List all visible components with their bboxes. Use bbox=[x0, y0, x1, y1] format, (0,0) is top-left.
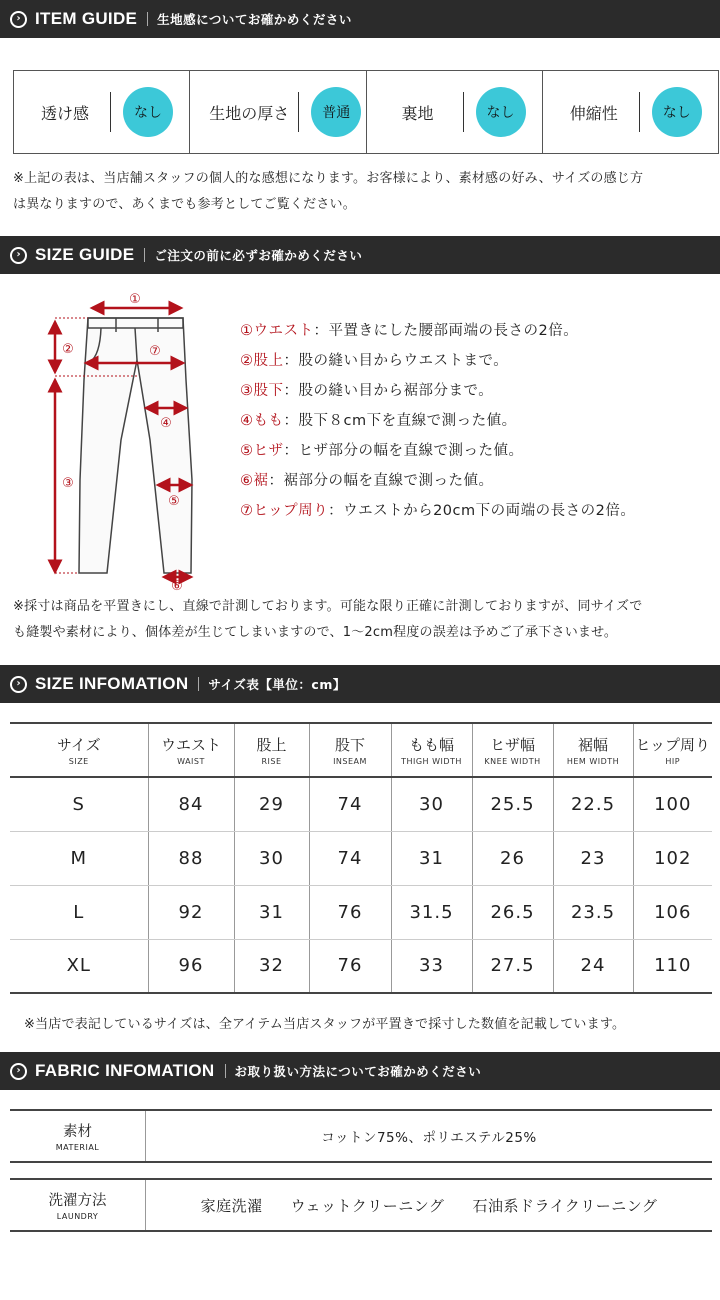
diagram-label-hem: ⑥ bbox=[171, 579, 183, 594]
diagram-label-inseam: ③ bbox=[62, 476, 74, 491]
laundry-item: 家庭洗濯 bbox=[200, 1196, 263, 1215]
diagram-label-waist: ① bbox=[129, 292, 141, 307]
note-line: も縫製や素材により、個体差が生じてしまいますので、1〜2cm程度の誤差は予めご了承下さいませ。 bbox=[13, 625, 618, 640]
term: ①ウエスト bbox=[240, 323, 314, 339]
table-row: S 84 29 74 30 25.5 22.5 100 bbox=[10, 777, 712, 831]
diagram-label-knee: ⑤ bbox=[168, 494, 180, 509]
header-cell: ウエスト WAIST bbox=[148, 723, 234, 777]
guide-badge: なし bbox=[123, 87, 173, 137]
divider bbox=[463, 92, 464, 132]
list-item bbox=[240, 346, 635, 376]
desc: ：裾部分の幅を直線で測った値。 bbox=[268, 473, 494, 489]
laundry-values bbox=[146, 1180, 712, 1230]
diagram-label-hip: ⑦ bbox=[149, 344, 161, 359]
divider bbox=[298, 92, 299, 132]
size-info-title: SIZE INFOMATION bbox=[35, 674, 189, 693]
header-cell: もも幅 THIGH WIDTH bbox=[391, 723, 472, 777]
divider bbox=[225, 1064, 226, 1078]
size-guide-list bbox=[240, 316, 635, 526]
table-header-row bbox=[10, 723, 712, 777]
item-guide-title: ITEM GUIDE bbox=[35, 9, 138, 28]
divider bbox=[144, 248, 145, 262]
header-cell: 股上 RISE bbox=[234, 723, 309, 777]
pants-diagram bbox=[0, 280, 235, 600]
laundry-header: 洗濯方法 LAUNDRY bbox=[10, 1180, 146, 1230]
item-guide-header bbox=[0, 0, 720, 38]
header-cell: 股下 INSEAM bbox=[309, 723, 391, 777]
guide-label: 伸縮性 bbox=[569, 103, 618, 123]
size-guide-subtitle: ご注文の前に必ずお確かめください bbox=[154, 248, 363, 263]
desc: ：股下８cm下を直線で測った値。 bbox=[283, 413, 517, 429]
divider bbox=[198, 677, 199, 691]
fabric-info-subtitle: お取り扱い方法についてお確かめください bbox=[234, 1064, 482, 1079]
chevron-right-icon: › bbox=[10, 676, 27, 693]
list-item bbox=[240, 376, 635, 406]
term: ③股下 bbox=[240, 383, 284, 399]
size-info-header bbox=[0, 665, 720, 703]
chevron-right-icon: › bbox=[10, 11, 27, 28]
fabric-info-title: FABRIC INFOMATION bbox=[35, 1061, 215, 1080]
term: ④もも bbox=[240, 413, 284, 429]
header-cell: 裾幅 HEM WIDTH bbox=[553, 723, 633, 777]
guide-label: 透け感 bbox=[40, 103, 89, 123]
table-row: M 88 30 74 31 26 23 102 bbox=[10, 831, 712, 885]
pants-outline bbox=[79, 318, 192, 573]
table-row: L 92 31 76 31.5 26.5 23.5 106 bbox=[10, 885, 712, 939]
diagram-label-rise: ② bbox=[62, 342, 74, 357]
list-item bbox=[240, 466, 635, 496]
diagram-label-thigh: ④ bbox=[160, 416, 172, 431]
guide-cell-stretch bbox=[543, 71, 718, 153]
guide-cell-lining bbox=[367, 71, 543, 153]
size-info-subtitle: サイズ表【単位：cm】 bbox=[208, 677, 346, 692]
term: ⑦ヒップ周り bbox=[240, 503, 329, 519]
note-line: ※採寸は商品を平置きにし、直線で計測しております。可能な限り正確に計測しておりますが、同サイズで bbox=[13, 599, 643, 614]
item-guide-subtitle: 生地感についてお確かめください bbox=[157, 12, 352, 27]
laundry-item: 石油系ドライクリーニング bbox=[472, 1196, 658, 1215]
note-line: は異なりますので、あくまでも参考としてご覧ください。 bbox=[13, 197, 356, 212]
list-item bbox=[240, 406, 635, 436]
list-item bbox=[240, 436, 635, 466]
desc: ：股の縫い目から裾部分まで。 bbox=[283, 383, 494, 399]
note-line: ※上記の表は、当店舗スタッフの個人的な感想になります。お客様により、素材感の好み、サイズの感じ方 bbox=[13, 171, 644, 186]
size-info-note: ※当店で表記しているサイズは、全アイテム当店スタッフが平置きで採寸した数値を記載しています。 bbox=[24, 1017, 626, 1032]
term: ②股上 bbox=[240, 353, 284, 369]
material-header: 素材 MATERIAL bbox=[10, 1111, 146, 1161]
desc: ：ヒザ部分の幅を直線で測った値。 bbox=[283, 443, 524, 459]
item-guide-table bbox=[13, 70, 719, 154]
item-guide-note bbox=[13, 166, 643, 218]
laundry-row bbox=[10, 1178, 712, 1232]
header-cell: ヒザ幅 KNEE WIDTH bbox=[472, 723, 553, 777]
material-value: コットン75%、ポリエステル25% bbox=[321, 1130, 537, 1146]
header-cell: ヒップ周り HIP bbox=[633, 723, 712, 777]
guide-label: 裏地 bbox=[401, 103, 434, 123]
header-cell: サイズ SIZE bbox=[10, 723, 148, 777]
desc: ：ウエストから20cm下の両端の長さの2倍。 bbox=[328, 503, 636, 519]
guide-cell-thickness bbox=[190, 71, 366, 153]
list-item bbox=[240, 496, 635, 526]
size-guide-title: SIZE GUIDE bbox=[35, 245, 135, 264]
term: ⑥裾 bbox=[240, 473, 269, 489]
fabric-info-header bbox=[0, 1052, 720, 1090]
chevron-right-icon: › bbox=[10, 247, 27, 264]
guide-badge: なし bbox=[652, 87, 702, 137]
desc: ：平置きにした腰部両端の長さの2倍。 bbox=[313, 323, 579, 339]
laundry-item: ウェットクリーニング bbox=[290, 1196, 445, 1215]
table-row: XL 96 32 76 33 27.5 24 110 bbox=[10, 939, 712, 993]
size-guide-note bbox=[13, 594, 642, 646]
divider bbox=[110, 92, 111, 132]
size-table bbox=[10, 722, 712, 994]
divider bbox=[147, 12, 148, 26]
guide-label: 生地の厚さ bbox=[209, 103, 290, 123]
material-row bbox=[10, 1109, 712, 1163]
divider bbox=[639, 92, 640, 132]
list-item bbox=[240, 316, 635, 346]
guide-badge: なし bbox=[476, 87, 526, 137]
guide-badge: 普通 bbox=[311, 87, 361, 137]
chevron-right-icon: › bbox=[10, 1063, 27, 1080]
desc: ：股の縫い目からウエストまで。 bbox=[283, 353, 509, 369]
size-guide-header bbox=[0, 236, 720, 274]
term: ⑤ヒザ bbox=[240, 443, 284, 459]
guide-cell-transparency bbox=[14, 71, 190, 153]
